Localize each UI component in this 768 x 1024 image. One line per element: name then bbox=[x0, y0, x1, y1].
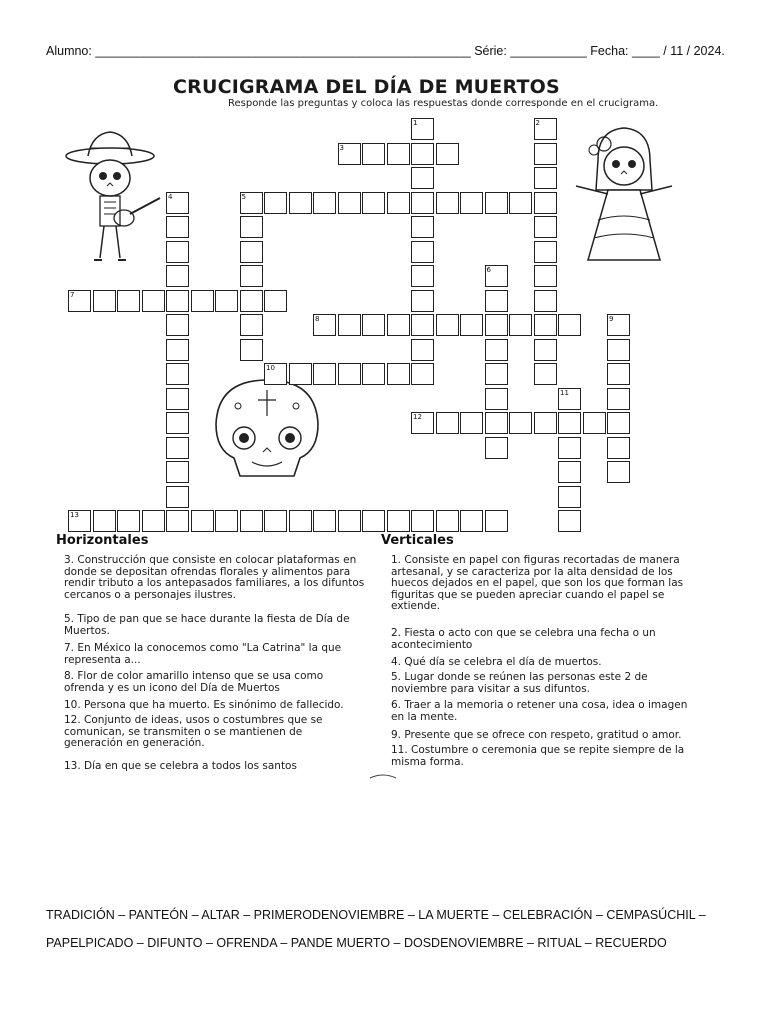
crossword-cell[interactable] bbox=[509, 192, 532, 214]
horizontal-clue: 13. Día en que se celebra a todos los santos bbox=[64, 760, 297, 772]
crossword-cell[interactable] bbox=[166, 216, 189, 238]
student-header: Alumno: ______________________________________________________ Série: ___________ Fecha: ____ / 11 / 2024. bbox=[46, 44, 725, 58]
crossword-cell[interactable] bbox=[166, 412, 189, 434]
crossword-cell[interactable] bbox=[264, 192, 287, 214]
crossword-cell[interactable] bbox=[534, 265, 557, 287]
crossword-cell[interactable] bbox=[583, 412, 606, 434]
crossword-cell[interactable] bbox=[166, 265, 189, 287]
crossword-cell[interactable] bbox=[338, 363, 361, 385]
crossword-cell[interactable] bbox=[558, 461, 581, 483]
crossword-cell[interactable] bbox=[534, 241, 557, 263]
crossword-cell[interactable] bbox=[117, 510, 140, 532]
crossword-cell[interactable] bbox=[607, 437, 630, 459]
crossword-cell[interactable] bbox=[411, 314, 434, 336]
clue-number: 7 bbox=[70, 290, 75, 299]
crossword-cell[interactable] bbox=[460, 412, 483, 434]
crossword-cell[interactable] bbox=[240, 216, 263, 238]
crossword-cell[interactable] bbox=[607, 388, 630, 410]
crossword-cell[interactable] bbox=[534, 290, 557, 312]
crossword-cell[interactable] bbox=[460, 192, 483, 214]
crossword-cell[interactable] bbox=[215, 510, 238, 532]
crossword-cell[interactable] bbox=[411, 290, 434, 312]
crossword-cell[interactable] bbox=[289, 510, 312, 532]
crossword-cell[interactable] bbox=[558, 510, 581, 532]
crossword-cell[interactable] bbox=[240, 265, 263, 287]
clue-number: 9 bbox=[609, 315, 614, 323]
crossword-cell[interactable] bbox=[411, 241, 434, 263]
crossword-cell[interactable] bbox=[191, 290, 214, 312]
crossword-cell[interactable] bbox=[313, 192, 336, 214]
crossword-cell[interactable] bbox=[264, 290, 287, 312]
crossword-cell[interactable] bbox=[362, 510, 385, 532]
clue-number: 4 bbox=[168, 192, 173, 201]
crossword-cell[interactable] bbox=[240, 314, 263, 336]
crossword-cell[interactable] bbox=[558, 486, 581, 508]
vertical-clue: 2. Fiesta o acto con que se celebra una fecha o un acontecimiento bbox=[391, 627, 656, 651]
crossword-cell[interactable] bbox=[117, 290, 140, 312]
crossword-cell[interactable] bbox=[166, 363, 189, 385]
crossword-cell[interactable] bbox=[534, 363, 557, 385]
crossword-cell[interactable] bbox=[607, 339, 630, 361]
clue-number: 11 bbox=[560, 388, 569, 397]
crossword-cell[interactable] bbox=[558, 412, 581, 434]
crossword-cell[interactable] bbox=[362, 363, 385, 385]
crossword-cell[interactable] bbox=[534, 216, 557, 238]
crossword-cell[interactable] bbox=[534, 412, 557, 434]
crossword-cell[interactable] bbox=[436, 143, 459, 165]
crossword-cell[interactable] bbox=[142, 290, 165, 312]
crossword-cell[interactable] bbox=[240, 241, 263, 263]
crossword-cell[interactable] bbox=[289, 363, 312, 385]
crossword-cell[interactable] bbox=[534, 314, 557, 336]
crossword-cell[interactable] bbox=[240, 339, 263, 361]
crossword-cell[interactable] bbox=[607, 412, 630, 434]
page-title: CRUCIGRAMA DEL DÍA DE MUERTOS bbox=[173, 76, 560, 98]
crossword-cell[interactable] bbox=[191, 510, 214, 532]
crossword-cell[interactable] bbox=[485, 510, 508, 532]
crossword-cell[interactable] bbox=[338, 192, 361, 214]
crossword-cell[interactable] bbox=[166, 388, 189, 410]
crossword-cell[interactable] bbox=[313, 510, 336, 532]
crossword-cell[interactable] bbox=[142, 510, 165, 532]
crossword-cell[interactable] bbox=[338, 314, 361, 336]
crossword-cell[interactable] bbox=[485, 412, 508, 434]
crossword-cell[interactable] bbox=[509, 412, 532, 434]
horizontal-clue: 10. Persona que ha muerto. Es sinónimo de fallecido. bbox=[64, 699, 344, 711]
crossword-cell[interactable] bbox=[558, 437, 581, 459]
clue-number: 3 bbox=[339, 143, 344, 152]
vertical-clue: 1. Consiste en papel con figuras recortadas de manera artesanal, y se caracteriza por la alta densidad de los huecos dejados en el papel, que son los que forman las figuritas que se pueden apreciar cuando el papel se extiende. bbox=[391, 554, 684, 612]
crossword-cell[interactable] bbox=[387, 143, 410, 165]
crossword-cell[interactable] bbox=[240, 290, 263, 312]
crossword-cell[interactable] bbox=[411, 167, 434, 189]
crossword-cell[interactable] bbox=[460, 510, 483, 532]
crossword-cell[interactable] bbox=[485, 314, 508, 336]
crossword-cell[interactable] bbox=[485, 363, 508, 385]
crossword-cell[interactable] bbox=[166, 486, 189, 508]
crossword-cell[interactable] bbox=[607, 363, 630, 385]
crossword-cell[interactable] bbox=[387, 192, 410, 214]
crossword-cell[interactable] bbox=[436, 192, 459, 214]
crossword-cell[interactable] bbox=[534, 167, 557, 189]
scan-mark bbox=[368, 772, 398, 780]
crossword-cell[interactable] bbox=[387, 314, 410, 336]
crossword-cell[interactable] bbox=[485, 437, 508, 459]
vertical-clue: 11. Costumbre o ceremonia que se repite siempre de la misma forma. bbox=[391, 744, 685, 768]
crossword-cell[interactable] bbox=[387, 363, 410, 385]
crossword-cell[interactable] bbox=[460, 314, 483, 336]
crossword-cell[interactable] bbox=[215, 290, 238, 312]
vertical-clue: 5. Lugar donde se reúnen las personas este 2 de noviembre para visitar a sus difuntos. bbox=[391, 671, 648, 695]
crossword-cell[interactable] bbox=[485, 339, 508, 361]
clue-number: 5 bbox=[241, 192, 246, 201]
horizontales-heading: Horizontales bbox=[56, 533, 149, 548]
crossword-cell[interactable] bbox=[387, 510, 410, 532]
clue-number: 1 bbox=[413, 119, 418, 127]
crossword-cell[interactable] bbox=[436, 510, 459, 532]
crossword-cell[interactable] bbox=[362, 192, 385, 214]
crossword-cell[interactable] bbox=[264, 510, 287, 532]
page-subtitle: Responde las preguntas y coloca las respuestas donde corresponde en el crucigrama. bbox=[228, 98, 659, 109]
crossword-cell[interactable] bbox=[558, 314, 581, 336]
crossword-cell[interactable] bbox=[166, 290, 189, 312]
crossword-cell[interactable] bbox=[362, 314, 385, 336]
crossword-cell[interactable] bbox=[240, 510, 263, 532]
crossword-cell[interactable] bbox=[485, 290, 508, 312]
crossword-cell[interactable] bbox=[166, 314, 189, 336]
clue-number: 2 bbox=[535, 119, 540, 127]
clue-number: 13 bbox=[70, 511, 79, 519]
crossword-cell[interactable] bbox=[166, 461, 189, 483]
crossword-cell[interactable] bbox=[411, 363, 434, 385]
crossword-cell[interactable] bbox=[485, 192, 508, 214]
crossword-cell[interactable] bbox=[607, 461, 630, 483]
crossword-cell[interactable] bbox=[509, 314, 532, 336]
crossword-cell[interactable] bbox=[411, 216, 434, 238]
crossword-cell[interactable] bbox=[338, 510, 361, 532]
clue-number: 8 bbox=[315, 315, 320, 323]
crossword-cell[interactable] bbox=[411, 143, 434, 165]
crossword-cell[interactable] bbox=[411, 339, 434, 361]
crossword-cell[interactable] bbox=[93, 290, 116, 312]
crossword-cell[interactable] bbox=[313, 363, 336, 385]
crossword-cell[interactable] bbox=[411, 265, 434, 287]
horizontal-clue: 12. Conjunto de ideas, usos o costumbres que se comunican, se transmiten o se mantienen de generación en generación. bbox=[64, 714, 323, 749]
crossword-cell[interactable] bbox=[436, 314, 459, 336]
crossword-cell[interactable] bbox=[436, 412, 459, 434]
clue-number: 12 bbox=[413, 413, 422, 421]
crossword-cell[interactable] bbox=[166, 437, 189, 459]
vertical-clue: 9. Presente que se ofrece con respeto, gratitud o amor. bbox=[391, 729, 682, 741]
crossword-cell[interactable] bbox=[534, 339, 557, 361]
word-bank-line-1: TRADICIÓN – PANTEÓN – ALTAR – PRIMERODENOVIEMBRE – LA MUERTE – CELEBRACIÓN – CEMPASÚCHIL – bbox=[46, 908, 706, 922]
crossword-cell[interactable] bbox=[93, 510, 116, 532]
crossword-cell[interactable] bbox=[534, 192, 557, 214]
vertical-clue: 4. Qué día se celebra el día de muertos. bbox=[391, 656, 602, 668]
crossword-cell[interactable] bbox=[166, 510, 189, 532]
crossword-cell[interactable] bbox=[362, 143, 385, 165]
crossword-cell[interactable] bbox=[485, 388, 508, 410]
word-bank-line-2: PAPELPICADO – DIFUNTO – OFRENDA – PANDE MUERTO – DOSDENOVIEMBRE – RITUAL – RECUERDO bbox=[46, 936, 667, 950]
horizontal-clue: 7. En México la conocemos como "La Catrina" la que representa a... bbox=[64, 642, 342, 666]
crossword-cell[interactable] bbox=[411, 192, 434, 214]
clue-number: 6 bbox=[486, 266, 491, 274]
horizontal-clue: 5. Tipo de pan que se hace durante la fiesta de Día de Muertos. bbox=[64, 613, 350, 637]
verticales-heading: Verticales bbox=[381, 533, 454, 548]
clue-number: 10 bbox=[266, 364, 275, 372]
horizontal-clue: 8. Flor de color amarillo intenso que se usa como ofrenda y es un icono del Día de Muertos bbox=[64, 670, 324, 694]
horizontal-clue: 3. Construcción que consiste en colocar plataformas en donde se depositan ofrendas florales y alimentos para rendir tributo a los antepasados familiares, a los difuntos cercanos o a personajes ilustres. bbox=[64, 554, 365, 601]
crossword-cell[interactable] bbox=[166, 339, 189, 361]
crossword-cell[interactable] bbox=[166, 241, 189, 263]
crossword-cell[interactable] bbox=[411, 510, 434, 532]
crossword-cell[interactable] bbox=[289, 192, 312, 214]
vertical-clue: 6. Traer a la memoria o retener una cosa, idea o imagen en la mente. bbox=[391, 699, 688, 723]
crossword-cell[interactable] bbox=[534, 143, 557, 165]
